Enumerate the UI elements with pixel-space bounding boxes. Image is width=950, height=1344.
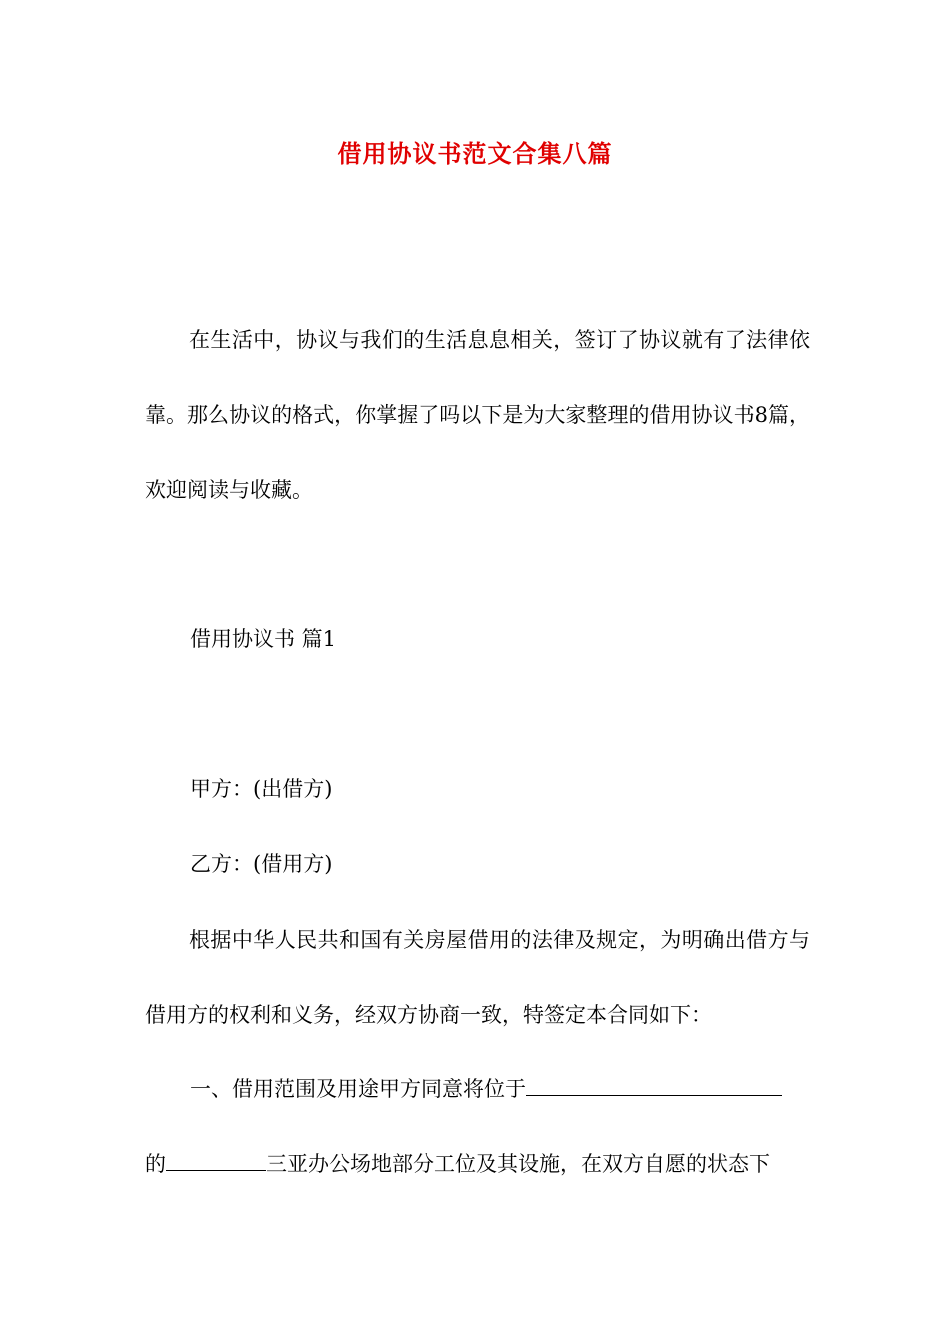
clause-1-text: 一、借用范围及用途甲方同意将位于 <box>190 1077 526 1101</box>
clause-1-line-2 <box>145 1146 770 1182</box>
basis-paragraph: 根据中华人民共和国有关房屋借用的法律及规定，为明确出借方与借用方的权利和义务，经双方协商一致，特签定本合同如下： <box>145 928 810 1027</box>
clause-1-line-1 <box>190 1071 782 1107</box>
intro-paragraph: 在生活中，协议与我们的生活息息相关，签订了协议就有了法律依靠。那么协议的格式，你掌握了吗以下是为大家整理的借用协议书8篇，欢迎阅读与收藏。 <box>145 328 810 502</box>
section-heading: 借用协议书 篇1 <box>190 627 337 651</box>
clause-1-rest: 三亚办公场地部分工位及其设施，在双方自愿的状态下 <box>266 1152 770 1176</box>
clause-1-de: 的 <box>145 1152 166 1176</box>
document-title: 借用协议书范文合集八篇 <box>337 139 613 168</box>
unit-blank <box>166 1146 266 1171</box>
location-blank <box>526 1071 782 1096</box>
party-a-line: 甲方：(出借方) <box>190 777 333 801</box>
party-b-line: 乙方：(借用方) <box>190 852 333 876</box>
